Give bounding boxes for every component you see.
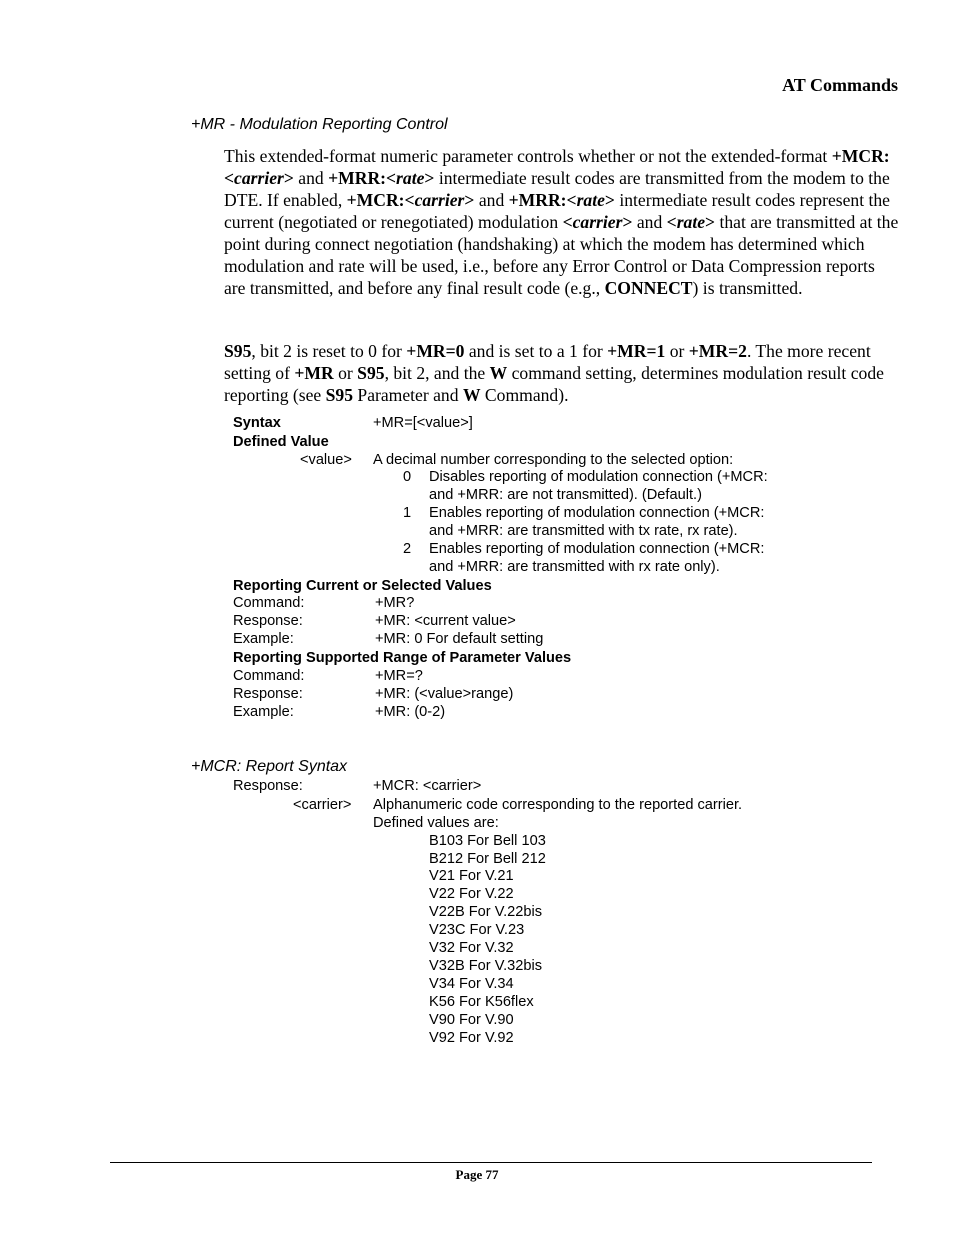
carrier-value-item: V92 For V.92 — [429, 1030, 514, 1046]
response-label: Response: — [233, 613, 303, 629]
reporting-range-heading: Reporting Supported Range of Parameter Values — [233, 650, 572, 666]
option-text: and +MRR: are transmitted with rx rate only). — [429, 559, 720, 575]
paragraph-2: S95, bit 2 is reset to 0 for +MR=0 and is set to a 1 for +MR=1 or +MR=2. The more recent setting of +MR or S95, bit 2, and the W command setting, determines modulation result code reporting (see S95 Parameter and W Command). — [224, 341, 884, 405]
paragraph-1: This extended-format numeric parameter controls whether or not the extended-format +MCR:<carrier> and +MRR:<rate> intermediate result codes are transmitted from the modem to the DTE. If enabled, +MCR:<carrier> and +MRR:<rate> intermediate result codes represent the current (negotiated or renegotiated) modulation <carrier> and <rate> that are transmitted at the point during connect negotiation (handshaking) at which the modem has determined which modulation and rate will be used, i.e., before any Error Control or Data Compression reports are transmitted, and before any final result code (e.g., CONNECT) is transmitted. — [224, 146, 899, 298]
option-number: 2 — [403, 541, 412, 557]
option-number: 0 — [403, 469, 412, 485]
carrier-value-item: V32B For V.32bis — [429, 958, 543, 974]
carrier-value-item: B212 For Bell 212 — [429, 851, 546, 867]
syntax-label: Syntax — [233, 415, 281, 431]
value-param-label: <value> — [300, 452, 352, 468]
mr-description-paragraph — [224, 145, 900, 299]
carrier-param-label: <carrier> — [293, 797, 352, 813]
carrier-value-item: V22 For V.22 — [429, 886, 514, 902]
carrier-value-item: B103 For Bell 103 — [429, 833, 546, 849]
response-label: Response: — [233, 778, 303, 794]
defined-value-label: Defined Value — [233, 434, 329, 450]
option-number: 1 — [403, 505, 412, 521]
carrier-value-item: V22B For V.22bis — [429, 904, 543, 920]
value-param-desc: A decimal number corresponding to the selected option: — [373, 452, 734, 468]
option-text: Enables reporting of modulation connection (+MCR: — [429, 505, 765, 521]
example-value: +MR: (0-2) — [375, 704, 446, 720]
carrier-value-item: V32 For V.32 — [429, 940, 514, 956]
section-title-mr: +MR - Modulation Reporting Control — [191, 116, 448, 133]
carrier-value-item: V23C For V.23 — [429, 922, 525, 938]
syntax-value: +MR=[<value>] — [373, 415, 473, 431]
running-header: AT Commands — [782, 75, 898, 95]
defined-values-label: Defined values are: — [373, 815, 499, 831]
reporting-current-heading: Reporting Current or Selected Values — [233, 578, 492, 594]
carrier-value-item: V21 For V.21 — [429, 868, 514, 884]
response-label: Response: — [233, 686, 303, 702]
example-label: Example: — [233, 704, 294, 720]
command-value: +MR=? — [375, 668, 423, 684]
option-text: Disables reporting of modulation connection (+MCR: — [429, 469, 768, 485]
carrier-param-desc: Alphanumeric code corresponding to the reported carrier. — [373, 797, 743, 813]
command-label: Command: — [233, 595, 305, 611]
response-value: +MCR: <carrier> — [373, 778, 482, 794]
footer-rule — [110, 1162, 872, 1163]
s95-paragraph — [224, 340, 900, 406]
example-label: Example: — [233, 631, 294, 647]
section-title-mcr: +MCR: Report Syntax — [191, 758, 348, 775]
option-text: and +MRR: are not transmitted). (Default.) — [429, 487, 702, 503]
example-value: +MR: 0 For default setting — [375, 631, 544, 647]
carrier-value-item: K56 For K56flex — [429, 994, 534, 1010]
page-number: Page 77 — [455, 1167, 499, 1182]
carrier-value-item: V90 For V.90 — [429, 1012, 514, 1028]
response-value: +MR: <current value> — [375, 613, 516, 629]
command-label: Command: — [233, 668, 305, 684]
option-text: Enables reporting of modulation connection (+MCR: — [429, 541, 765, 557]
response-value: +MR: (<value>range) — [375, 686, 514, 702]
command-value: +MR? — [375, 595, 415, 611]
carrier-value-item: V34 For V.34 — [429, 976, 514, 992]
option-text: and +MRR: are transmitted with tx rate, rx rate). — [429, 523, 738, 539]
